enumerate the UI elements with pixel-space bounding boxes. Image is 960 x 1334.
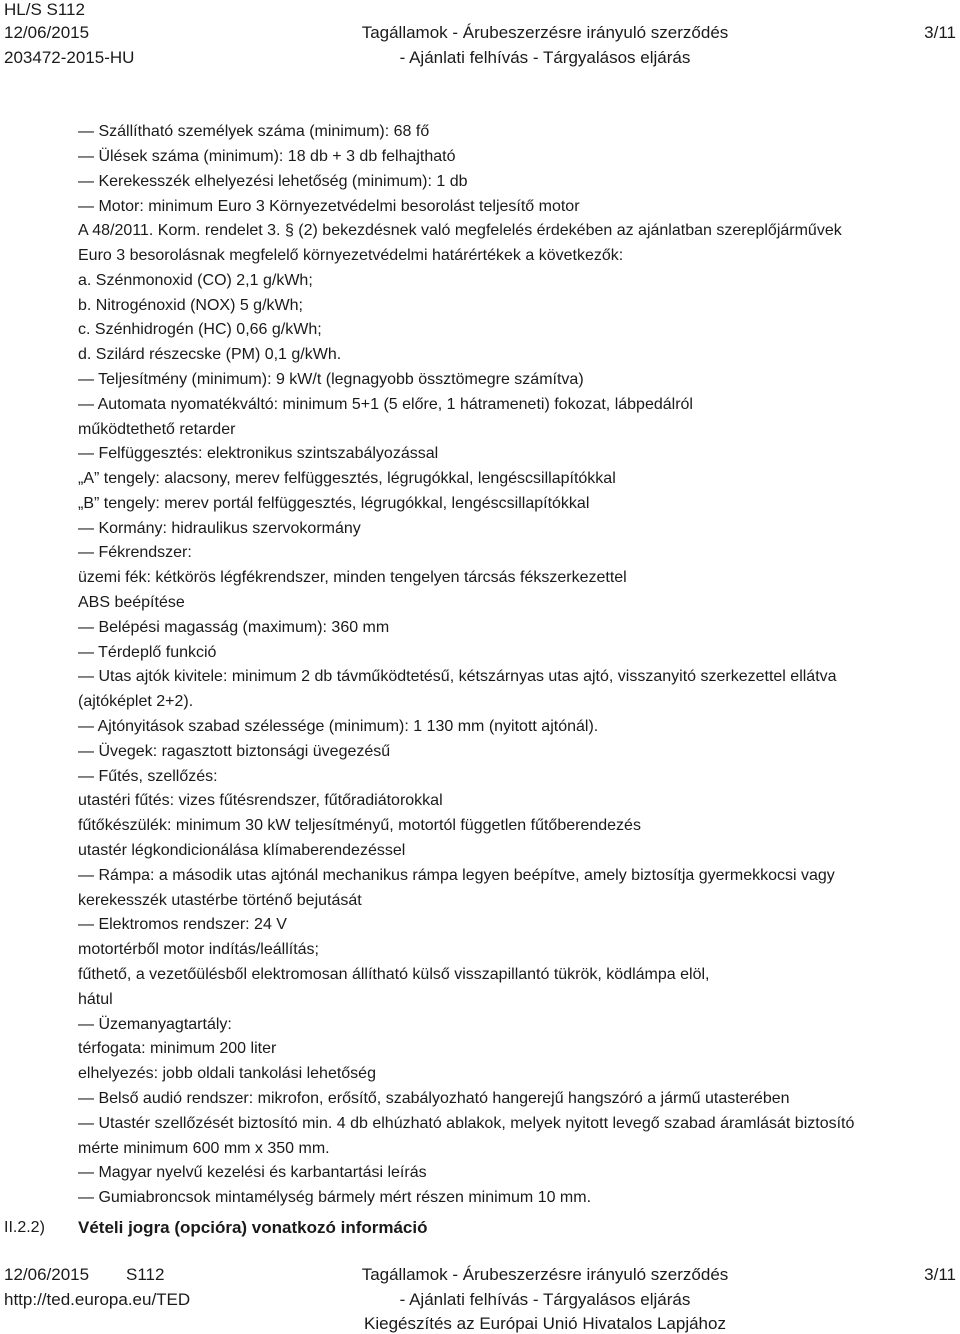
- body-line: — Ülések száma (minimum): 18 db + 3 db felhajtható: [78, 148, 456, 165]
- body-line: A 48/2011. Korm. rendelet 3. § (2) bekezdésnek való megfelelés érdekében az ajánlatban szereplőjárművek: [78, 222, 842, 239]
- body-line: Euro 3 besorolásnak megfelelő környezetvédelmi határértékek a következők:: [78, 247, 624, 264]
- footer-url-link[interactable]: http://ted.europa.eu/TED: [4, 1290, 191, 1309]
- body-line: (ajtóképlet 2+2).: [78, 693, 194, 710]
- footer-title: Tagállamok - Árubeszerzésre irányuló szerződés: [361, 1265, 729, 1284]
- footer-subtitle: - Ajánlati felhívás - Tárgyalásos eljárás: [399, 1290, 691, 1309]
- body-line: c. Szénhidrogén (HC) 0,66 g/kWh;: [78, 321, 322, 338]
- body-line: fűtőkészülék: minimum 30 kW teljesítményű, motortól független fűtőberendezés: [78, 817, 641, 834]
- body-line: — Automata nyomatékváltó: minimum 5+1 (5 előre, 1 hátrameneti) fokozat, lábpedálról: [78, 396, 693, 413]
- body-line: térfogata: minimum 200 liter: [78, 1040, 277, 1057]
- body-line: kerekesszék utastérbe történő bejutását: [78, 892, 362, 909]
- body-line: — Belső audió rendszer: mikrofon, erősítő, szabályozható hangerejű hangszóró a jármű utasterében: [78, 1090, 790, 1107]
- footer-supplement: Kiegészítés az Európai Unió Hivatalos Lapjához: [364, 1314, 726, 1333]
- header-ref: 203472-2015-HU: [4, 48, 135, 67]
- body-line: a. Szénmonoxid (CO) 2,1 g/kWh;: [78, 272, 313, 289]
- body-line: mérte minimum 600 mm x 350 mm.: [78, 1140, 330, 1157]
- footer-page: 3/11: [924, 1265, 956, 1284]
- body-line: — Kerekesszék elhelyezési lehetőség (minimum): 1 db: [78, 173, 468, 190]
- body-line: — Térdeplő funkció: [78, 644, 217, 661]
- body-line: — Fékrendszer:: [78, 544, 192, 561]
- body-line: ABS beépítése: [78, 594, 185, 611]
- body-line: működtethető retarder: [78, 421, 236, 438]
- body-line: — Rámpa: a második utas ajtónál mechanikus rámpa legyen beépítve, amely biztosítja gyermekkocsi vagy: [78, 867, 835, 884]
- doc-code: HL/S S112: [4, 0, 85, 19]
- body-line: — Elektromos rendszer: 24 V: [78, 916, 287, 933]
- body-line: — Gumiabroncsok mintamélység bármely mért részen minimum 10 mm.: [78, 1189, 592, 1206]
- body-line: hátul: [78, 991, 113, 1008]
- body-line: utastér légkondicionálása klímaberendezéssel: [78, 842, 406, 859]
- header-subtitle: - Ajánlati felhívás - Tárgyalásos eljárás: [399, 48, 691, 67]
- body-line: utastéri fűtés: vizes fűtésrendszer, fűtőradiátorokkal: [78, 792, 443, 809]
- body-line: — Ajtónyitások szabad szélessége (minimum): 1 130 mm (nyitott ajtónál).: [78, 718, 599, 735]
- body-line: — Fűtés, szellőzés:: [78, 768, 218, 785]
- body-line: motortérből motor indítás/leállítás;: [78, 941, 319, 958]
- section-number: II.2.2): [4, 1219, 45, 1236]
- body-line: b. Nitrogénoxid (NOX) 5 g/kWh;: [78, 297, 303, 314]
- body-line: — Magyar nyelvű kezelési és karbantartási leírás: [78, 1164, 427, 1181]
- body-line: — Üvegek: ragasztott biztonsági üvegezésű: [78, 743, 391, 760]
- body-line: elhelyezés: jobb oldali tankolási lehetőség: [78, 1065, 376, 1082]
- body-line: — Belépési magasság (maximum): 360 mm: [78, 619, 390, 636]
- footer-date: 12/06/2015: [4, 1265, 90, 1284]
- section-title: Vételi jogra (opcióra) vonatkozó információ: [78, 1218, 428, 1237]
- body-line: d. Szilárd részecske (PM) 0,1 g/kWh.: [78, 346, 342, 363]
- body-line: — Teljesítmény (minimum): 9 kW/t (legnagyobb össztömegre számítva): [78, 371, 584, 388]
- footer-code: S112: [126, 1265, 165, 1284]
- body-line: fűthető, a vezetőülésből elektromosan állítható külső visszapillantó tükrök, ködlámpa elöl,: [78, 966, 710, 983]
- body-line: — Üzemanyagtartály:: [78, 1016, 232, 1033]
- body-line: „B” tengely: merev portál felfüggesztés, légrugókkal, lengéscsillapítókkal: [78, 495, 590, 512]
- header-page: 3/11: [924, 23, 956, 42]
- body-line: — Szállítható személyek száma (minimum): 68 fő: [78, 123, 430, 140]
- body-line: — Utas ajtók kivitele: minimum 2 db távműködtetésű, kétszárnyas utas ajtó, visszanyitó szerkezettel ellátva: [78, 668, 837, 685]
- body-line: — Utastér szellőzését biztosító min. 4 db elhúzható ablakok, melyek nyitott levegő szabad áramlását biztosító: [78, 1115, 855, 1132]
- body-line: — Motor: minimum Euro 3 Környezetvédelmi besorolást teljesítő motor: [78, 198, 580, 215]
- header-title: Tagállamok - Árubeszerzésre irányuló szerződés: [361, 23, 729, 42]
- body-line: — Kormány: hidraulikus szervokormány: [78, 520, 361, 537]
- header-date: 12/06/2015: [4, 23, 90, 42]
- body-line: üzemi fék: kétkörös légfékrendszer, minden tengelyen tárcsás fékszerkezettel: [78, 569, 627, 586]
- body-line: „A” tengely: alacsony, merev felfüggesztés, légrugókkal, lengéscsillapítókkal: [78, 470, 616, 487]
- body-line: — Felfüggesztés: elektronikus szintszabályozással: [78, 445, 439, 462]
